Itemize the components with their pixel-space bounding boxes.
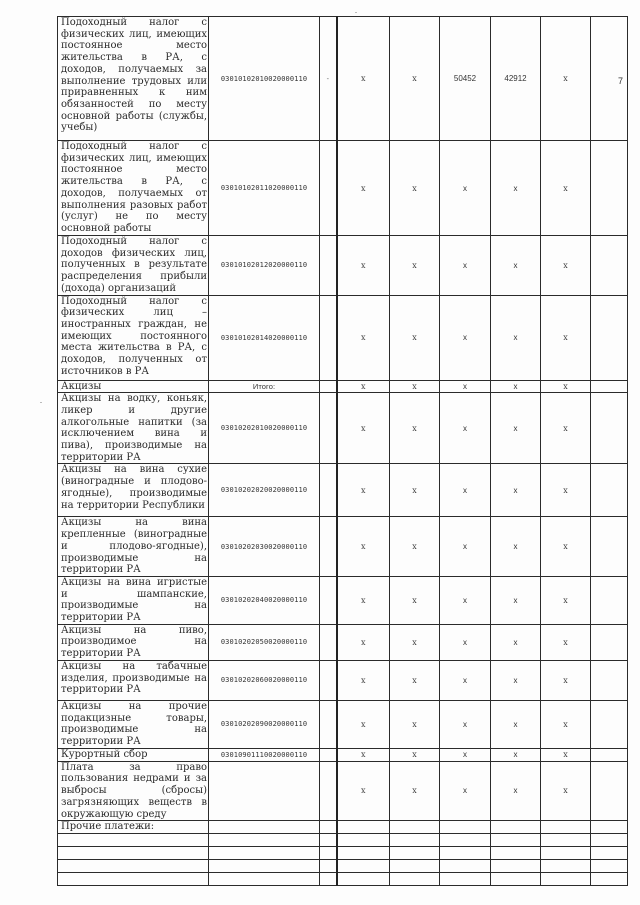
row-description: Подоходный налог с физических лиц – иностранных граждан, не имеющих постоянного места жительства в РА, с доходов, полученных от источников в РА [58,295,209,380]
value-cell: x [541,141,591,236]
value-cell [591,380,628,393]
value-cell: x [440,624,491,660]
value-cell: x [440,393,491,464]
table-row [58,700,628,748]
row-description [58,860,209,873]
value-cell: x [491,393,541,464]
row-description: Акцизы на вина сухие (виноградные и плодово-ягодные), производимые на территории Республики [58,464,209,517]
value-cell [440,847,491,860]
table-row [58,624,628,660]
mark-cell [320,748,337,761]
mark-cell [320,873,337,886]
value-cell: x [337,517,390,577]
value-cell: 50452 [440,17,491,141]
row-description [58,834,209,847]
table-row [58,748,628,761]
budget-code: 03010901110020000110 [209,748,320,761]
budget-code: 03010202060020000110 [209,660,320,700]
value-cell [491,873,541,886]
mark-cell [320,821,337,834]
value-cell: x [440,380,491,393]
value-cell: x [491,748,541,761]
value-cell: x [390,660,440,700]
value-cell: x [390,380,440,393]
value-cell: 42912 [491,17,541,141]
revenue-table [57,16,628,886]
mark-cell [320,141,337,236]
value-cell: x [541,295,591,380]
value-cell [591,464,628,517]
budget-code: 03010202030020000110 [209,517,320,577]
value-cell [591,748,628,761]
table-row [58,821,628,834]
value-cell [491,821,541,834]
row-description: Прочие платежи: [58,821,209,834]
mark-cell [320,517,337,577]
value-cell [390,860,440,873]
value-cell: x [491,761,541,821]
value-cell [440,821,491,834]
value-cell: x [491,700,541,748]
value-cell: x [337,141,390,236]
row-description: Акцизы [58,380,209,393]
value-cell: x [491,464,541,517]
budget-code: 03010202040020000110 [209,576,320,624]
value-cell: x [440,576,491,624]
scan-speck [355,12,357,13]
row-description [58,873,209,886]
value-cell [591,393,628,464]
value-cell [541,821,591,834]
value-cell [390,834,440,847]
value-cell [591,236,628,296]
row-description: Подоходный налог с доходов физических лиц, полученных в результате распределения прибыли (дохода) организаций [58,236,209,296]
budget-code: 03010202010020000110 [209,393,320,464]
mark-cell [320,761,337,821]
mark-cell [320,660,337,700]
value-cell [591,660,628,700]
value-cell: x [440,761,491,821]
table-row [58,295,628,380]
value-cell: x [541,17,591,141]
value-cell: x [541,761,591,821]
value-cell: x [337,380,390,393]
value-cell: x [390,576,440,624]
table-row [58,393,628,464]
value-cell: x [390,236,440,296]
row-description: Акцизы на пиво, производимое на территории РА [58,624,209,660]
table-row [58,576,628,624]
value-cell: x [337,748,390,761]
mark-cell [320,847,337,860]
value-cell: x [337,236,390,296]
row-description: Плата за право пользования недрами и за выбросы (сбросы) загрязняющих веществ в окружающую среду [58,761,209,821]
value-cell: x [440,748,491,761]
value-cell: x [541,624,591,660]
value-cell [591,700,628,748]
value-cell [440,834,491,847]
value-cell [337,847,390,860]
mark-cell: - [320,17,337,141]
value-cell: x [541,236,591,296]
value-cell [390,821,440,834]
value-cell [337,821,390,834]
mark-cell [320,860,337,873]
mark-cell [320,624,337,660]
value-cell: x [541,380,591,393]
table-row [58,834,628,847]
value-cell: x [440,700,491,748]
value-cell: x [440,464,491,517]
value-cell: x [390,761,440,821]
budget-code [209,821,320,834]
value-cell: x [541,576,591,624]
budget-code [209,834,320,847]
value-cell: x [390,624,440,660]
value-cell: x [337,17,390,141]
table-row [58,464,628,517]
budget-code: 03010102012020000110 [209,236,320,296]
value-cell: x [541,748,591,761]
value-cell: x [541,700,591,748]
value-cell [591,576,628,624]
mark-cell [320,236,337,296]
budget-code: 03010102011020000110 [209,141,320,236]
table-row [58,141,628,236]
value-cell: x [337,295,390,380]
table-row [58,860,628,873]
value-cell: x [491,576,541,624]
value-cell: x [440,141,491,236]
budget-code [209,761,320,821]
scan-speck [40,402,42,403]
mark-cell [320,295,337,380]
row-description: Акцизы на прочие подакцизные товары, производимые на территории РА [58,700,209,748]
table-row [58,660,628,700]
value-cell [591,860,628,873]
value-cell [591,141,628,236]
value-cell [390,873,440,886]
value-cell [541,860,591,873]
value-cell [337,834,390,847]
value-cell: x [541,464,591,517]
budget-code: 03010202090020000110 [209,700,320,748]
row-description: Акцизы на водку, коньяк, ликер и другие алкогольные напитки (за исключением вина и пива), производимые на территории РА [58,393,209,464]
value-cell [541,847,591,860]
table-row [58,236,628,296]
value-cell: x [491,660,541,700]
mark-cell [320,834,337,847]
value-cell: x [390,393,440,464]
budget-code: 03010102014020000110 [209,295,320,380]
value-cell: x [337,660,390,700]
value-cell: x [390,748,440,761]
value-cell: x [390,141,440,236]
value-cell: x [541,393,591,464]
value-cell [440,873,491,886]
value-cell [337,860,390,873]
table-row [58,17,628,141]
budget-code: 03010102010020000110 [209,17,320,141]
value-cell: x [491,624,541,660]
row-description: Акцизы на вина крепленные (виноградные и плодово-ягодные), производимые на территории РА [58,517,209,577]
row-description: Подоходный налог с физических лиц, имеющих постоянное место жительства в РА, с доходов, получаемых от выполнения разовых работ (услуг) не по месту основной работы [58,141,209,236]
budget-code [209,847,320,860]
value-cell: x [390,295,440,380]
row-description: Акцизы на табачные изделия, производимые на территории РА [58,660,209,700]
value-cell: x [541,517,591,577]
value-cell: x [440,295,491,380]
value-cell: x [337,393,390,464]
value-cell: x [541,660,591,700]
value-cell [591,847,628,860]
value-cell: x [337,624,390,660]
value-cell: x [337,761,390,821]
value-cell [591,295,628,380]
value-cell [491,847,541,860]
value-cell: x [440,517,491,577]
budget-code [209,873,320,886]
value-cell: x [390,17,440,141]
mark-cell [320,380,337,393]
row-description: Курортный сбор [58,748,209,761]
table-row [58,873,628,886]
value-cell: x [491,295,541,380]
value-cell [541,834,591,847]
value-cell: x [337,700,390,748]
value-cell: x [491,141,541,236]
row-description: Подоходный налог с физических лиц, имеющих постоянное место жительства в РА, с доходов, получаемых за выполнение трудовых или приравненных к ним обязанностей по месту основной работы (службы, учебы) [58,17,209,141]
subtotal-row [58,380,628,393]
value-cell [491,834,541,847]
table-row [58,761,628,821]
table-row [58,517,628,577]
value-cell: x [440,236,491,296]
budget-code: 03010202050020000110 [209,624,320,660]
value-cell: x [390,517,440,577]
value-cell [591,873,628,886]
mark-cell [320,576,337,624]
value-cell [541,873,591,886]
value-cell: x [390,464,440,517]
value-cell [440,860,491,873]
value-cell [390,847,440,860]
value-cell: x [337,576,390,624]
value-cell [591,834,628,847]
value-cell: x [337,464,390,517]
row-description [58,847,209,860]
value-cell [591,821,628,834]
budget-code [209,860,320,873]
budget-code: 03010202020020000110 [209,464,320,517]
value-cell: x [491,517,541,577]
value-cell: x [491,380,541,393]
margin-digit: 7 [618,76,624,86]
table-row [58,847,628,860]
mark-cell [320,464,337,517]
mark-cell [320,393,337,464]
budget-code: Итого: [209,380,320,393]
value-cell [337,873,390,886]
mark-cell [320,700,337,748]
row-description: Акцизы на вина игристые и шампанские, производимые на территории РА [58,576,209,624]
value-cell [591,624,628,660]
value-cell [491,860,541,873]
value-cell: x [390,700,440,748]
value-cell: x [440,660,491,700]
value-cell: x [491,236,541,296]
value-cell [591,517,628,577]
value-cell [591,761,628,821]
